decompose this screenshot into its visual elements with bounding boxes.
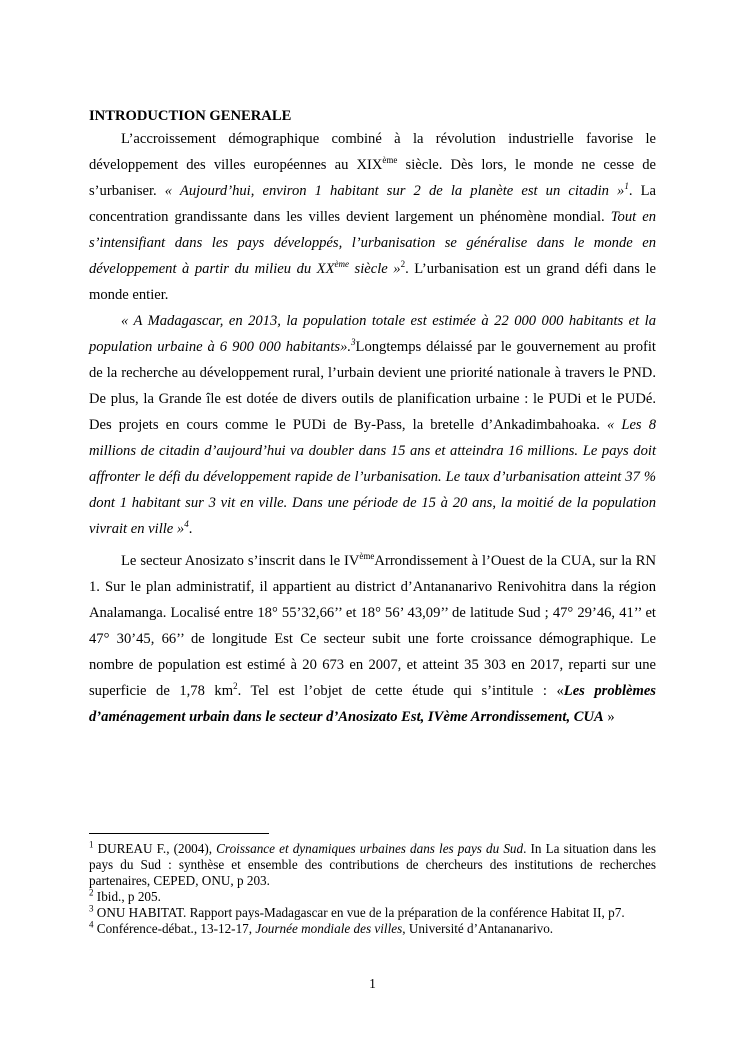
footnote-3 — [89, 905, 656, 921]
footnote-separator — [89, 833, 269, 834]
paragraph-3 — [89, 548, 656, 730]
p1-quote-2b: siècle » — [349, 261, 401, 277]
footnote-4-text-b: , Université d’Antananarivo. — [402, 921, 554, 936]
p1-quote-1: « Aujourd’hui, environ 1 habitant sur 2 de la planète est un citadin » — [164, 183, 625, 199]
p3-text-b: Arrondissement à l’Ouest de la CUA, sur la RN 1. Sur le plan administratif, il appartient au district d’Antananarivo Renivohitra dans la région Analamanga. Localisé entre 18° 55’32,66’’ et 18° 56’ 43,09’’ de latitude Sud ; 47° 29’46, 41’’ et 47° 30’45, 66’’ de longitude Est Ce secteur subit une forte croissance démographique. Le nombre de population est estimé à 20 673 en 2007, et atteint 35 303 en 2017, reparti sur une superficie de 1,78 km — [89, 553, 656, 699]
footnote-4-text-a: Conférence-débat., 13-12-17, — [93, 921, 256, 936]
footnote-ref-4: 4 — [184, 519, 189, 530]
p2-text-a: Longtemps délaissé par le gouvernement au profit de la recherche au développement rural, l’urbain devient une priorité nationale à travers le PND. De plus, la Grande île est dotée de divers outils de planification urbaine : le PUDi et le PUDé. Des projets en cours comme le PUDi de By-Pass, la bretelle d’Ankadimbahoaka. — [89, 339, 656, 433]
footnote-2-number: 2 — [89, 887, 94, 898]
study-title: Les problèmes d’aménagement urbain dans le secteur d’Anosizato Est, IVème Arrondissement, CUA — [89, 683, 656, 725]
paragraph-1 — [89, 126, 656, 308]
paragraph-2 — [89, 308, 656, 542]
p1-text-b: siècle. Dès lors, le monde ne cesse de s’urbaniser. — [89, 157, 656, 199]
p3-text-a: Le secteur Anosizato s’inscrit dans le IV — [121, 553, 360, 569]
footnote-1 — [89, 841, 656, 889]
footnote-4-number: 4 — [89, 919, 94, 930]
footnote-2 — [89, 889, 656, 905]
p1-text-c: . La concentration grandissante dans les villes devient largement un phénomène mondial. — [89, 183, 656, 225]
footnote-1-text-b: . In La situation dans les pays du Sud : synthèse et ensemble des contributions de chercheurs des institutions de recherches partenaires, CEPED, ONU, p 203. — [89, 841, 656, 888]
footnote-4 — [89, 921, 656, 937]
footnote-1-title: Croissance et dynamiques urbaines dans les pays du Sud — [216, 841, 524, 856]
p1-quote-2a: Tout en s’intensifiant dans les pays développés, l’urbanisation se généralise dans le monde en développement à partir du milieu du XX — [89, 209, 656, 277]
p2-text-b: . — [188, 521, 193, 537]
p1-text-a: L’accroissement démographique combiné à la révolution industrielle favorise le développement des villes européennes au XIX — [89, 131, 656, 173]
section-heading: INTRODUCTION GENERALE — [89, 108, 292, 124]
p1-superscript-1: ème — [382, 155, 398, 166]
footnote-3-number: 3 — [89, 903, 94, 914]
footnotes — [89, 841, 656, 937]
p2-quote-1: « A Madagascar, en 2013, la population totale est estimée à 22 000 000 habitants et la population urbaine à 6 900 000 habitants». — [89, 313, 656, 355]
p3-text-d: » — [603, 709, 615, 725]
main-text — [89, 106, 656, 730]
footnote-ref-1: 1 — [624, 181, 629, 192]
p3-superscript-1: ème — [359, 551, 375, 562]
footnote-ref-3: 3 — [351, 337, 356, 348]
footnote-2-text: Ibid., p 205. — [93, 889, 161, 904]
p1-superscript-2: ème — [334, 259, 350, 270]
footnote-4-title: Journée mondiale des villes — [255, 921, 403, 936]
footnote-ref-2: 2 — [400, 259, 406, 270]
footnote-1-number: 1 — [89, 839, 94, 850]
p2-quote-2: « Les 8 millions de citadin d’aujourd’hui va doubler dans 15 ans et atteindra 16 millions. Le pays doit affronter le défi du développement rapide de l’urbanisation. Le taux d’urbanisation atteint 37 % dont 1 habitant sur 3 vit en ville. Dans une période de 15 à 20 ans, la moitié de la population vivrait en ville » — [89, 417, 656, 537]
footnote-3-text: ONU HABITAT. Rapport pays-Madagascar en vue de la préparation de la conférence Habitat II, p7. — [93, 905, 625, 920]
p1-text-d: . L’urbanisation est un grand défi dans le monde entier. — [89, 261, 656, 303]
p3-superscript-2: 2 — [233, 681, 238, 692]
page-number: 1 — [369, 976, 376, 991]
p3-text-c: . Tel est l’objet de cette étude qui s’intitule : « — [237, 683, 564, 699]
footnote-1-text-a: DUREAU F., (2004), — [93, 841, 217, 856]
